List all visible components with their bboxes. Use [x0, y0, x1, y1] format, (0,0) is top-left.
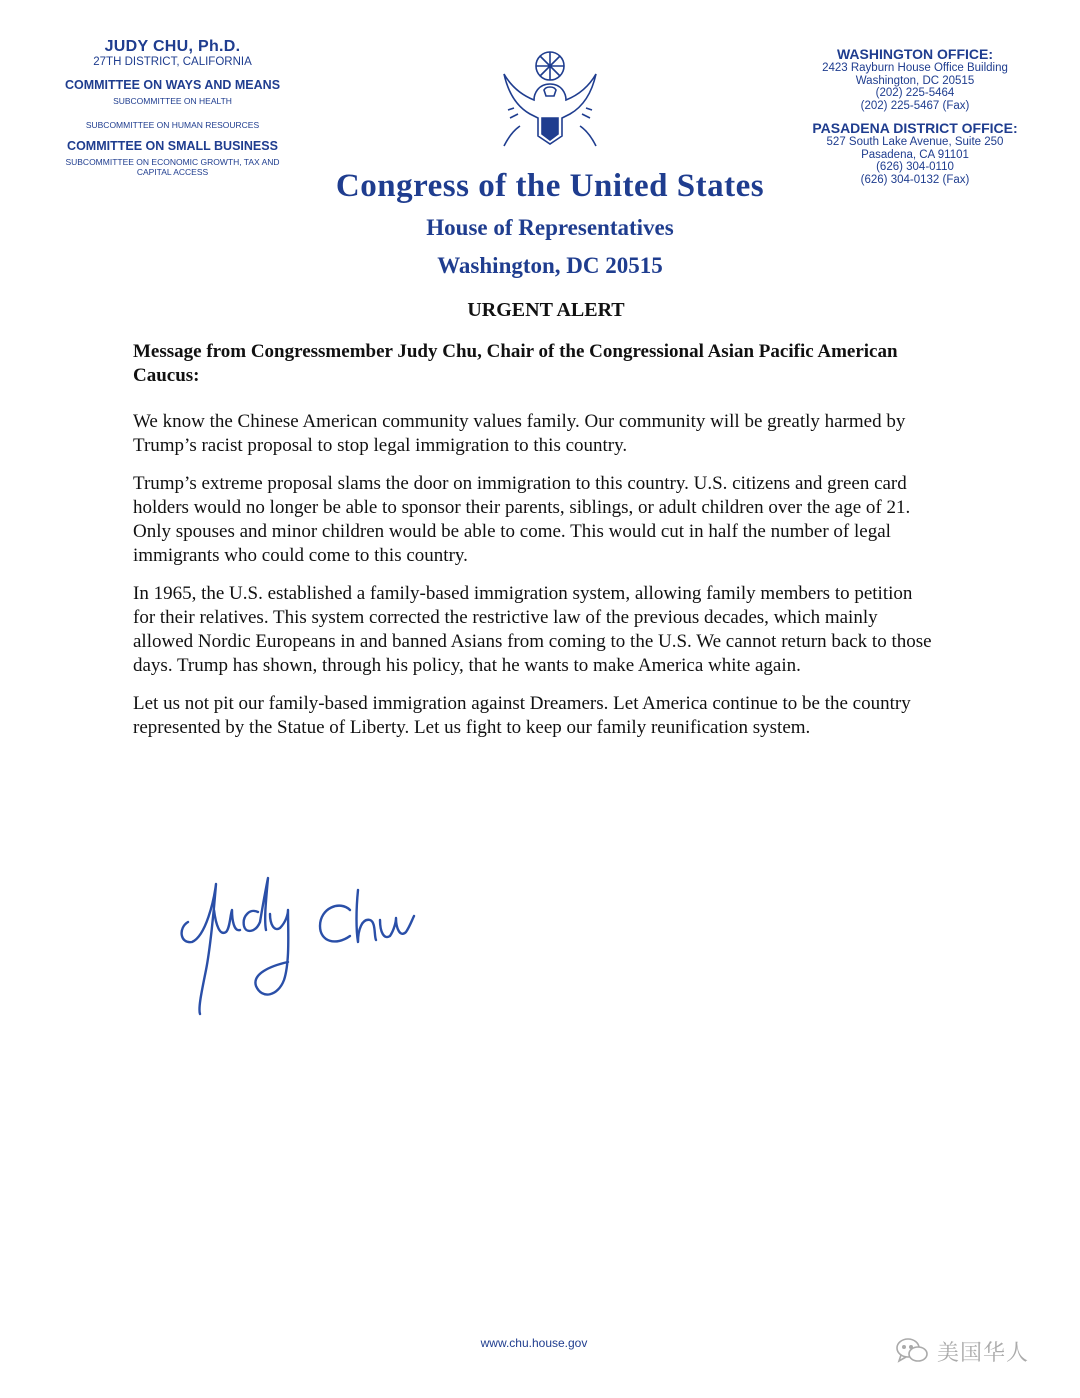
- washington-office-line: (202) 225-5467 (Fax): [860, 99, 970, 112]
- subcommittee-health: SUBCOMMITTEE ON HEALTH: [113, 96, 232, 106]
- member-info-block: [50, 38, 295, 177]
- alert-title: URGENT ALERT: [467, 299, 625, 321]
- committee-small-business: COMMITTEE ON SMALL BUSINESS: [67, 139, 278, 153]
- pasadena-office-line: 527 South Lake Avenue, Suite 250: [826, 136, 1004, 148]
- washington-office-line: 2423 Rayburn House Office Building: [822, 62, 1008, 74]
- pasadena-office-line: (626) 304-0132 (Fax): [860, 173, 970, 186]
- body-paragraph: In 1965, the U.S. established a family-based immigration system, allowing family members to petition for their relatives. This system corrected the restrictive law of the previous decades, which mainly allowed Nordic Europeans in and banned Asians from coming to the U.S. We cannot return back to those days. Trump has shown, through his policy, that he wants to make America white again.: [133, 583, 932, 676]
- pasadena-office-line: (626) 304-0110: [876, 161, 954, 173]
- pasadena-office-line: Pasadena, CA 91101: [861, 148, 969, 161]
- footer-website: www.chu.house.gov: [480, 1336, 588, 1350]
- washington-office-line: (202) 225-5464: [875, 87, 955, 99]
- house-title: House of Representatives: [426, 215, 674, 240]
- body-paragraph: We know the Chinese American community values family. Our community will be greatly harmed by Trump’s racist proposal to stop legal immigration to this country.: [133, 411, 906, 456]
- city-line: Washington, DC 20515: [437, 253, 663, 278]
- body-paragraph: Let us not pit our family-based immigration against Dreamers. Let America continue to be the country represented by the Statue of Liberty. Let us fight to keep our family reunification system.: [133, 693, 911, 738]
- watermark-text: 美国华人: [937, 1340, 1030, 1366]
- watermark: [895, 1334, 1029, 1368]
- intro-heading: Message from Congressmember Judy Chu, Chair of the Congressional Asian Pacific American Caucus:: [133, 341, 898, 386]
- pasadena-office-heading: PASADENA DISTRICT OFFICE:: [812, 120, 1018, 136]
- great-seal-icon: [494, 44, 606, 156]
- subcommittee-human-resources: SUBCOMMITTEE ON HUMAN RESOURCES: [85, 120, 260, 130]
- body-paragraph: Trump’s extreme proposal slams the door on immigration to this country. U.S. citizens and green card holders would no longer be able to sponsor their parents, siblings, or adult children over the age of 21. Only spouses and minor children would be able to come. This would cut in half the number of legal immigrants who could come to this country.: [133, 473, 911, 566]
- chat-bubble-icon: [895, 1336, 929, 1366]
- committee-ways-means: COMMITTEE ON WAYS AND MEANS: [64, 78, 281, 92]
- letterhead-title-block: [300, 164, 800, 286]
- washington-office-heading: WASHINGTON OFFICE:: [836, 46, 994, 62]
- subcommittee-economic-growth: SUBCOMMITTEE ON ECONOMIC GROWTH, TAX AND CAPITAL ACCESS: [65, 157, 280, 177]
- letter-body: [133, 340, 933, 754]
- member-name: JUDY CHU, Ph.D.: [104, 38, 241, 55]
- signature-image: [170, 870, 440, 1020]
- congress-title: Congress of the United States: [335, 168, 765, 204]
- member-district: 27TH DISTRICT, CALIFORNIA: [93, 56, 252, 68]
- office-info-block: [790, 46, 1040, 186]
- washington-office-line: Washington, DC 20515: [855, 74, 975, 87]
